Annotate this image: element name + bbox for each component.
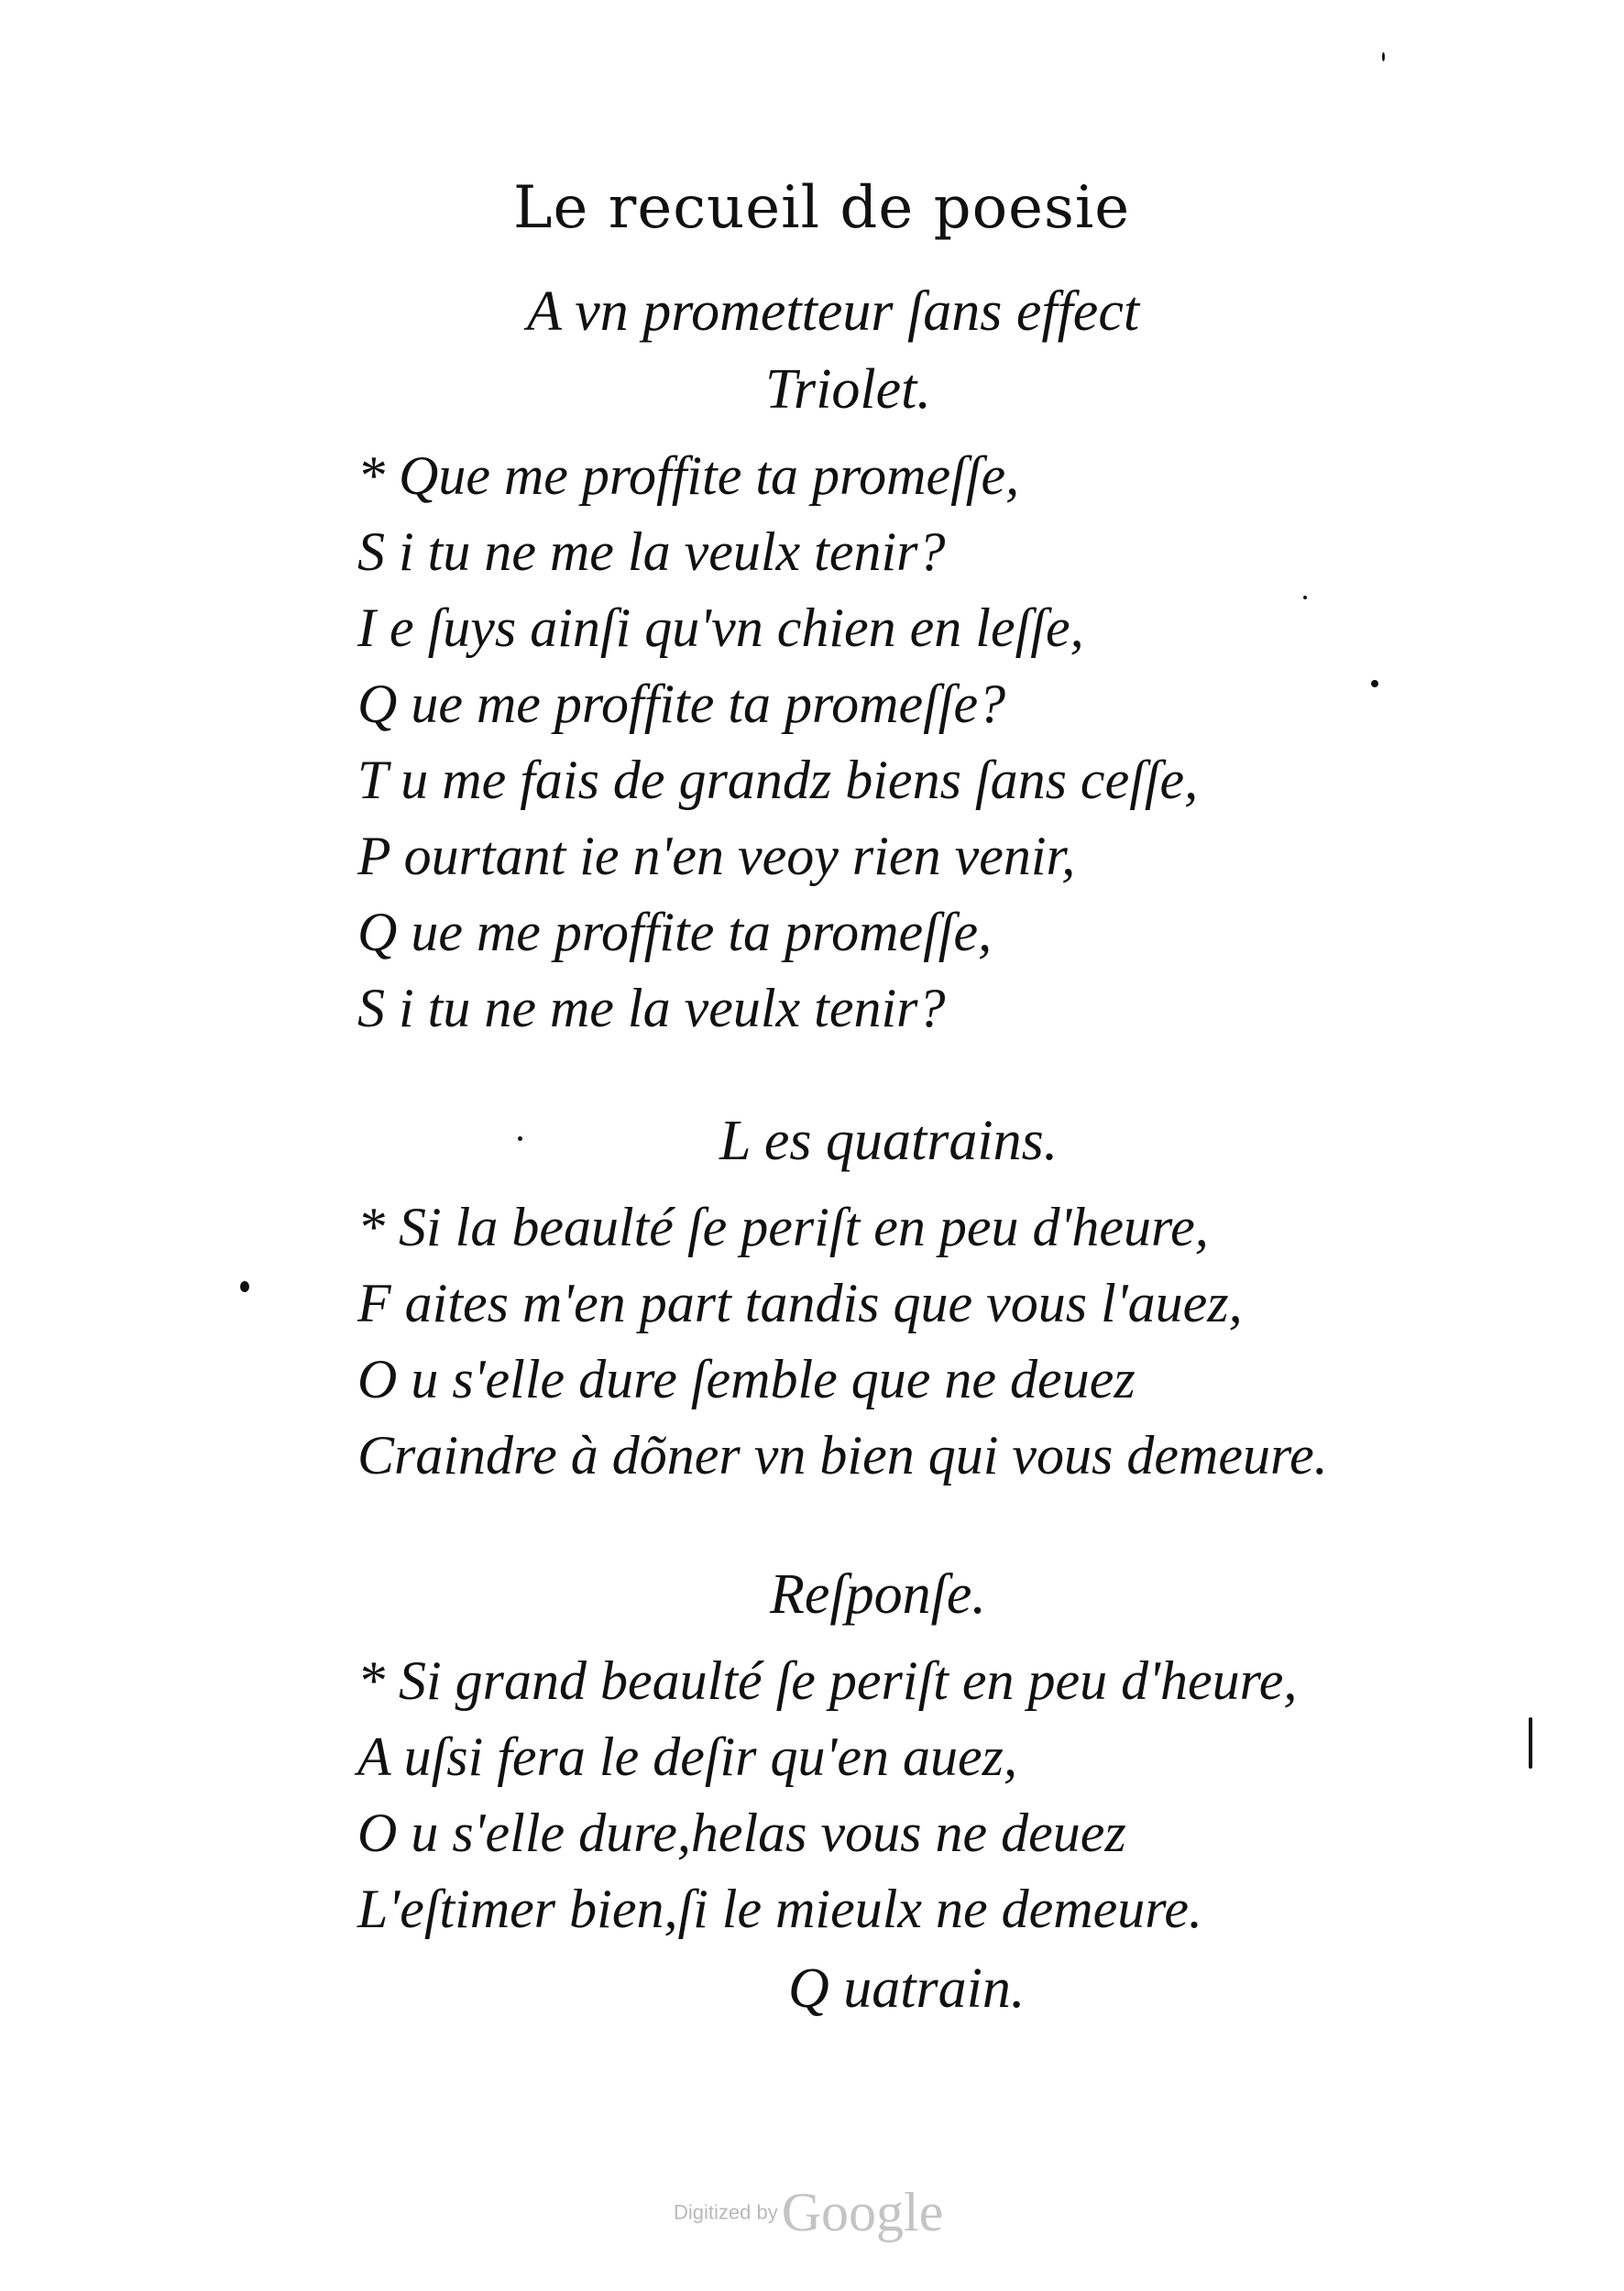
scan-speck xyxy=(518,1136,522,1141)
verse-line: O u s'elle dure ſemble que ne deuez xyxy=(357,1349,1136,1409)
scan-speck xyxy=(240,1281,249,1292)
quatrain-heading: Q uatrain. xyxy=(788,1957,1026,2020)
verse-line: * Que me proffite ta promeſſe, xyxy=(357,445,1020,506)
triolet-verse-block xyxy=(357,438,1198,1047)
scan-speck xyxy=(1371,680,1378,687)
verse-line: T u me fais de grandz biens ſans ceſſe, xyxy=(357,750,1199,810)
scan-speck xyxy=(1529,1717,1532,1769)
verse-line: F aites m'en part tandis que vous l'auez, xyxy=(357,1273,1243,1333)
verse-line: Q ue me proffite ta promeſſe? xyxy=(357,674,1006,734)
verse-line: P ourtant ie n'en veoy rien venir, xyxy=(357,826,1076,886)
quatrains-verse-block xyxy=(357,1189,1328,1494)
verse-line: L'eſtimer bien,ſi le mieulx ne demeure. xyxy=(357,1879,1203,1939)
response-verse-block xyxy=(357,1643,1297,1947)
response-heading: Reſponſe. xyxy=(770,1563,986,1626)
verse-line: Q ue me proffite ta promeſſe, xyxy=(357,902,993,962)
verse-line: * Si la beaulté ſe periſt en peu d'heure, xyxy=(357,1197,1209,1257)
verse-line: S i tu ne me la veulx tenir? xyxy=(357,978,946,1038)
verse-line: O u s'elle dure,helas vous ne deuez xyxy=(357,1803,1126,1863)
running-head: Le recueil de poesie xyxy=(513,174,1131,242)
verse-line: A uſsi fera le deſir qu'en auez, xyxy=(357,1726,1017,1787)
verse-line: Craindre à dõner vn bien qui vous demeure. xyxy=(357,1425,1328,1485)
triolet-heading: Triolet. xyxy=(765,358,931,421)
digitization-watermark xyxy=(674,2181,943,2244)
digitized-by-label: Digitized by xyxy=(674,2200,778,2224)
verse-line: I e ſuys ainſi qu'vn chien en leſſe, xyxy=(357,597,1084,658)
google-logo-text: Google xyxy=(781,2182,944,2242)
scan-speck xyxy=(1303,596,1307,599)
poem-dedication: A vn prometteur ſans effect xyxy=(527,280,1140,343)
quatrains-heading: L es quatrains. xyxy=(719,1110,1059,1172)
verse-line: S i tu ne me la veulx tenir? xyxy=(357,521,946,582)
scan-speck xyxy=(1382,52,1385,61)
verse-line: * Si grand beaulté ſe periſt en peu d'heure, xyxy=(357,1650,1298,1711)
